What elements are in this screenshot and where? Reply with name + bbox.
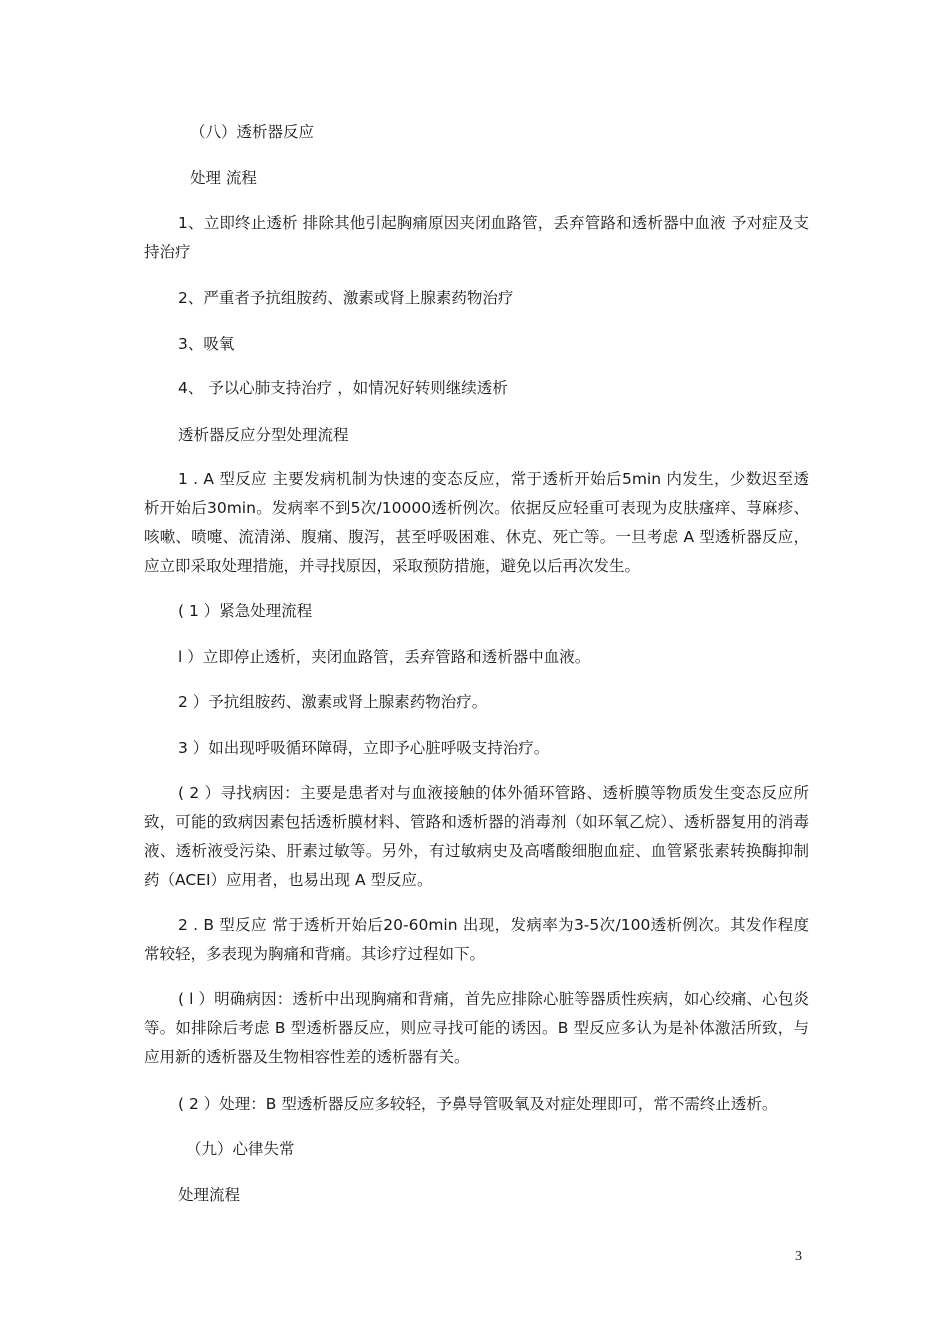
section-heading-dialyzer-reaction: （八）透析器反应 xyxy=(190,123,315,141)
emergency-title: ( 1 ）紧急处理流程 xyxy=(178,602,313,620)
emergency-step-2: 2 ）予抗组胺药、激素或肾上腺素药物治疗。 xyxy=(178,693,488,711)
type-b-treatment: ( 2 ）处理：B 型透析器反应多较轻，予鼻导管吸氧及对症处理即可，常不需终止透析。 xyxy=(178,1095,778,1113)
flow-title: 处理 流程 xyxy=(190,169,257,187)
page-number: 3 xyxy=(795,1249,802,1264)
type-a-cause: ( 2 ）寻找病因：主要是患者对与血液接触的体外循环管路、透析膜等物质发生变态反应所致，可能的致病因素包括透析膜材料、管路和透析器的消毒剂（如环氧乙烷）、透析器复用的消毒液、透析液受污染、肝素过敏等。另外，有过敏病史及高嗜酸细胞血症、血管紧张素转换酶抑制药（ACEI）应用者，也易出现 A 型反应。 xyxy=(144,784,809,889)
emergency-step-1: l ）立即停止透析，夹闭血路管，丢弃管路和透析器中血液。 xyxy=(178,648,591,666)
step-3: 3、吸氧 xyxy=(178,335,235,353)
type-a-intro: 1 . A 型反应 主要发病机制为快速的变态反应，常于透析开始后5min 内发生，少数迟至透析开始后30min。发病率不到5次/10000透析例次。依据反应轻重可表现为皮肤瘙痒、荨麻疹、咳嗽、喷嚏、流清涕、腹痛、腹泻，甚至呼吸困难、休克、死亡等。一旦考虑 A 型透析器反应，应立即采取处理措施，并寻找原因，采取预防措施，避免以后再次发生。 xyxy=(144,470,809,575)
type-b-diagnosis: ( l ）明确病因：透析中出现胸痛和背痛，首先应排除心脏等器质性疾病，如心绞痛、心包炎等。如排除后考虑 B 型透析器反应，则应寻找可能的诱因。B 型反应多认为是补体激活所致，与应用新的透析器及生物相容性差的透析器有关。 xyxy=(144,990,809,1066)
section-heading-arrhythmia: （九）心律失常 xyxy=(186,1140,295,1158)
step-1: 1、立即终止透析 排除其他引起胸痛原因夹闭血路管，丢弃管路和透析器中血液 予对症及支持治疗 xyxy=(144,214,809,261)
subtype-flow-title: 透析器反应分型处理流程 xyxy=(178,426,349,444)
step-2: 2、严重者予抗组胺药、激素或肾上腺素药物治疗 xyxy=(178,289,514,307)
flow-title-arrhythmia: 处理流程 xyxy=(178,1186,241,1204)
type-b-intro: 2 . B 型反应 常于透析开始后20-60min 出现，发病率为3-5次/100透析例次。其发作程度常较轻，多表现为胸痛和背痛。其诊疗过程如下。 xyxy=(144,916,809,963)
step-4: 4、 予以心肺支持治疗 ，如情况好转则继续透析 xyxy=(178,379,508,397)
emergency-step-3: 3 ）如出现呼吸循环障碍，立即予心脏呼吸支持治疗。 xyxy=(178,739,550,757)
